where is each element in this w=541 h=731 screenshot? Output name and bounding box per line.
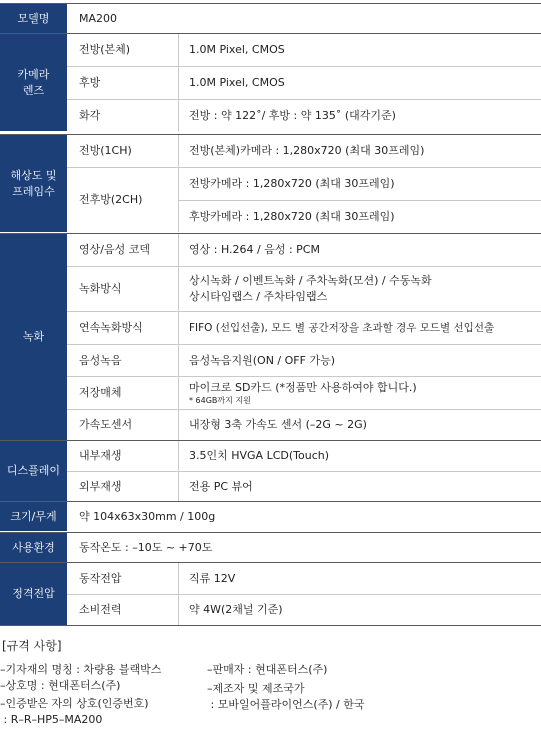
value-mode	[178, 267, 541, 311]
sub-front: 전방(본체)	[79, 43, 131, 56]
value-storage-note: * 64GB까지 지원	[189, 396, 251, 405]
col-line	[178, 441, 179, 501]
value-external: 전용 PC 뷰어	[189, 479, 253, 493]
value-internal: 3.5인치 HVGA LCD(Touch)	[189, 449, 330, 462]
notes-right-2: –제조자 및 제조국가	[207, 682, 305, 695]
sub-ch2: 전후방(2CH)	[79, 193, 143, 206]
notes-right-3: : 모바일어플라이언스(주) / 한국	[207, 698, 365, 711]
col-line	[178, 234, 179, 440]
header-recording: 녹화	[0, 234, 67, 440]
value-ch2-front: 전방카메라 : 1,280x720 (최대 30프레임)	[189, 177, 395, 190]
notes-left-4: : R–R–HP5–MA200	[0, 713, 103, 726]
notes-left-3: –인증받은 자의 상호(인증번호)	[0, 697, 149, 710]
sub-angle: 화각	[79, 108, 101, 122]
sub-voltage: 동작전압	[79, 571, 122, 585]
sub-rear: 후방	[79, 76, 101, 89]
sub-external: 외부재생	[79, 479, 122, 493]
value-rear: 1.0M Pixel, CMOS	[189, 76, 285, 89]
value-env: 동작온도 : –10도 ~ +70도	[79, 540, 213, 554]
notes-left-1: –기자재의 명칭 : 차량용 블랙박스	[0, 663, 162, 676]
header-power: 정격전압	[0, 563, 67, 625]
sub-continuous: 연속녹화방식	[79, 321, 143, 334]
sub-gsensor: 가속도센서	[79, 418, 133, 431]
header-display: 디스플레이	[0, 441, 67, 501]
sub-consumption: 소비전력	[79, 603, 122, 616]
value-storage-text: 마이크로 SD카드 (*정품만 사용하여야 합니다.)	[189, 381, 417, 394]
header-model: 모델명	[0, 4, 67, 33]
col-line	[178, 135, 179, 232]
value-storage	[178, 377, 541, 409]
sub-mode: 녹화방식	[79, 282, 122, 295]
value-mode-line2: 상시타임랩스 / 주차타임랩스	[189, 290, 328, 303]
sub-storage: 저장매체	[79, 386, 122, 399]
header-size: 크기/무게	[0, 502, 67, 531]
notes-left-2: –상호명 : 현대폰터스(주)	[0, 679, 121, 692]
sub-ch1: 전방(1CH)	[79, 144, 132, 157]
col-line	[178, 563, 179, 625]
value-front: 1.0M Pixel, CMOS	[189, 43, 285, 56]
notes-title: [규격 사항]	[2, 639, 62, 653]
value-codec: 영상 : H.264 / 음성 : PCM	[189, 243, 320, 256]
value-size: 약 104x63x30mm / 100g	[79, 509, 216, 523]
header-lens: 카메라 렌즈	[0, 34, 67, 131]
value-angle: 전방 : 약 122˚/ 후방 : 약 135˚ (대각기준)	[189, 108, 396, 122]
header-env: 사용환경	[0, 533, 67, 562]
header-resolution: 해상도 및 프레임수	[0, 135, 67, 232]
value-ch1: 전방(본체)카메라 : 1,280x720 (최대 30프레임)	[189, 144, 425, 157]
divider	[0, 625, 541, 626]
value-continuous: FIFO (선입선출), 모드 별 공간저장을 초과할 경우 모드별 선입선출	[189, 322, 495, 334]
sub-internal: 내부재생	[79, 449, 122, 462]
value-gsensor: 내장형 3축 가속도 센서 (–2G ~ 2G)	[189, 418, 367, 431]
value-voltage: 직류 12V	[189, 571, 236, 585]
sub-codec: 영상/음성 코덱	[79, 243, 150, 256]
col-line	[178, 34, 179, 131]
value-model: MA200	[79, 11, 118, 25]
notes-right-1: –판매자 : 현대폰터스(주)	[207, 663, 328, 676]
spec-table	[0, 3, 541, 626]
value-audio: 음성녹음지원(ON / OFF 가능)	[189, 353, 335, 367]
value-ch2-rear: 후방카메라 : 1,280x720 (최대 30프레임)	[189, 209, 395, 223]
value-mode-line1: 상시녹화 / 이벤트녹화 / 주차녹화(모션) / 수동녹화	[189, 274, 432, 287]
value-consumption: 약 4W(2채널 기준)	[189, 603, 283, 616]
sub-audio: 음성녹음	[79, 353, 122, 367]
